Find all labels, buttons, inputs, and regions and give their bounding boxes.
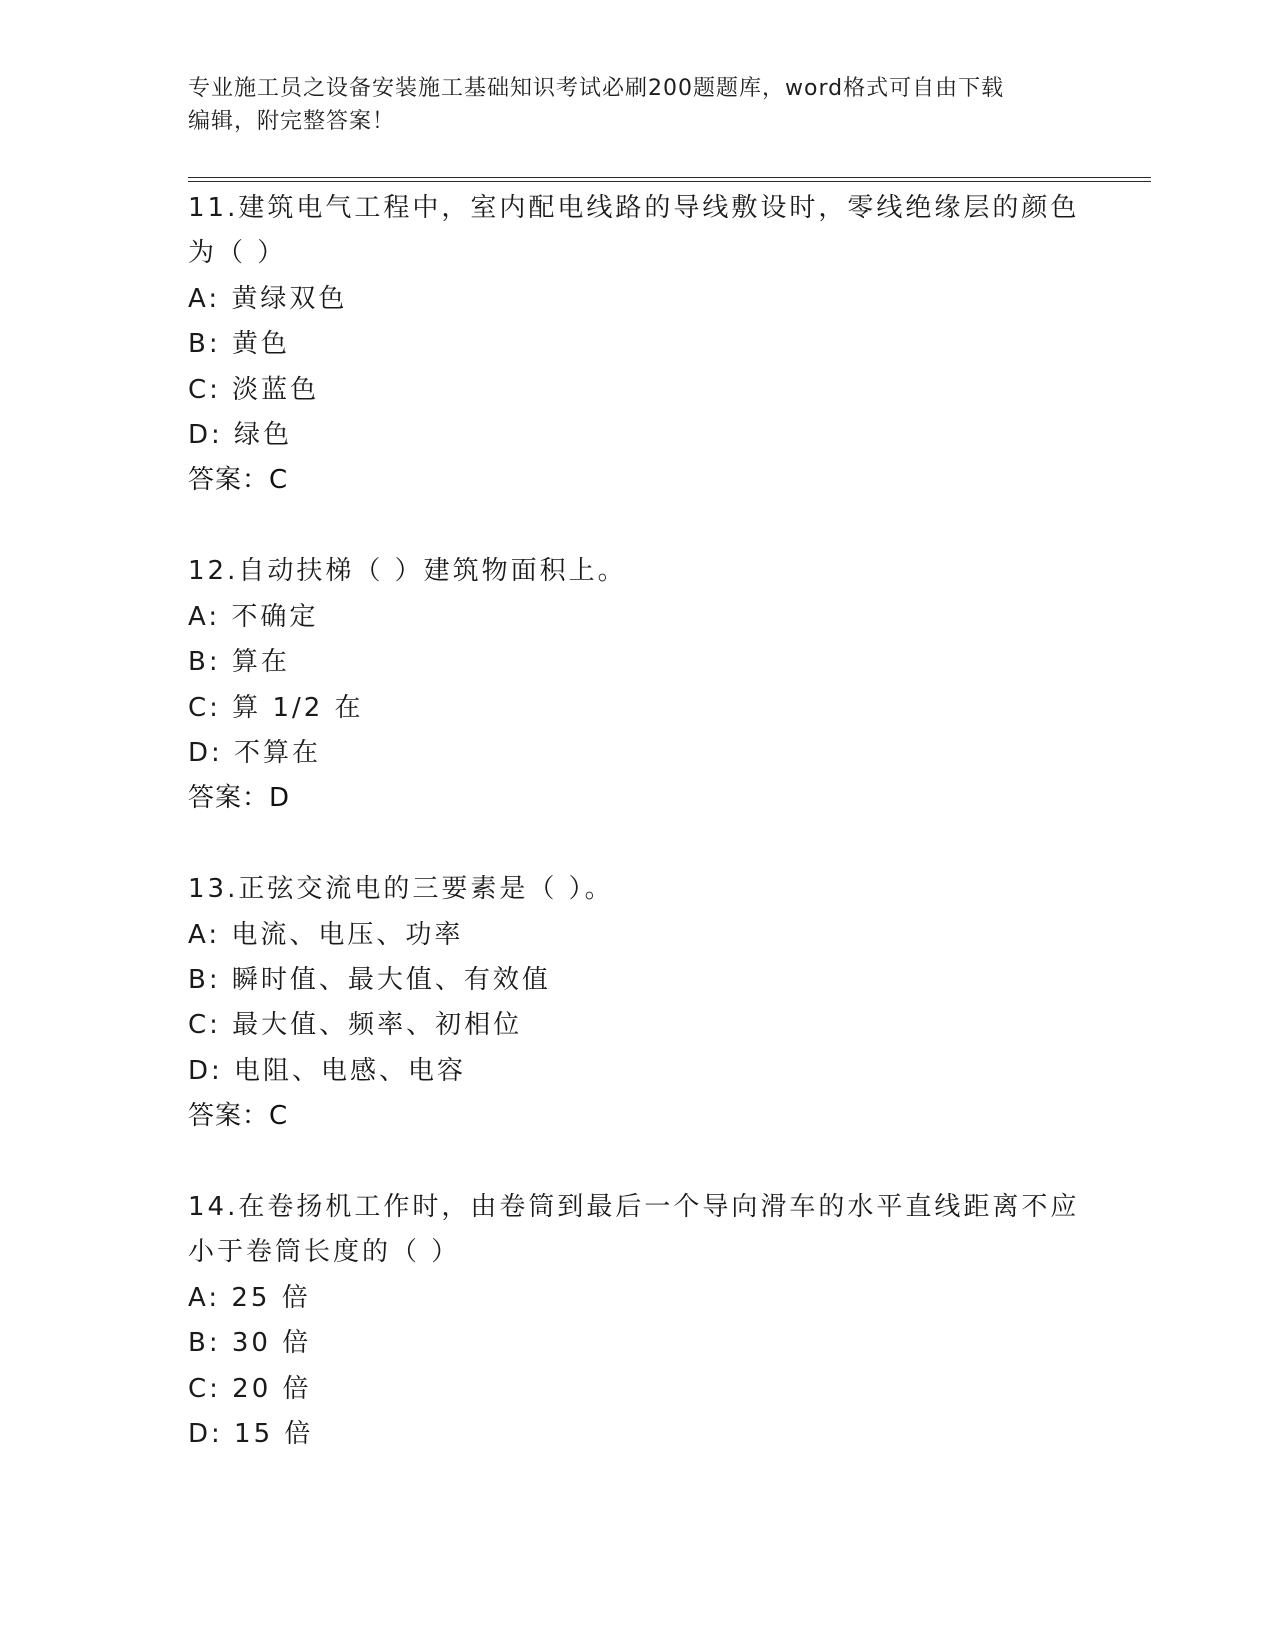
question-12-option-d: D: 不算在 <box>188 738 322 768</box>
question-12-answer: 答案：D <box>188 783 291 813</box>
question-11-stem-line-1: 11.建筑电气工程中，室内配电线路的导线敷设时，零线绝缘层的颜色 <box>188 193 1080 223</box>
header-divider-top <box>188 177 1151 178</box>
question-13-option-b: B: 瞬时值、最大值、有效值 <box>188 965 551 995</box>
question-11-option-c: C: 淡蓝色 <box>188 375 320 405</box>
question-14-stem-line-2: 小于卷筒长度的（ ） <box>188 1237 461 1267</box>
question-14-option-b: B: 30 倍 <box>188 1328 312 1358</box>
question-14-stem-line-1: 14.在卷扬机工作时，由卷筒到最后一个导向滑车的水平直线距离不应 <box>188 1192 1080 1222</box>
question-14-option-c: C: 20 倍 <box>188 1374 312 1404</box>
question-14-option-a: A: 25 倍 <box>188 1283 311 1313</box>
question-11-stem-line-2: 为（ ） <box>188 238 287 268</box>
question-12-stem-line-1: 12.自动扶梯（ ）建筑物面积上。 <box>188 556 627 586</box>
question-13-stem-line-1: 13.正弦交流电的三要素是（ ）。 <box>188 874 614 904</box>
question-12-option-c: C: 算 1/2 在 <box>188 693 364 723</box>
question-11-answer: 答案：C <box>188 465 289 495</box>
header-line-1: 专业施工员之设备安装施工基础知识考试必刷200题题库，word格式可自由下载 <box>188 76 1005 101</box>
question-13-option-c: C: 最大值、频率、初相位 <box>188 1010 523 1040</box>
question-11-option-b: B: 黄色 <box>188 329 290 359</box>
document-header <box>188 72 1088 138</box>
question-11-option-d: D: 绿色 <box>188 420 293 450</box>
question-13-answer: 答案：C <box>188 1101 289 1131</box>
question-13-option-d: D: 电阻、电感、电容 <box>188 1056 467 1086</box>
question-12-option-a: A: 不确定 <box>188 602 319 632</box>
question-14-option-d: D: 15 倍 <box>188 1419 314 1449</box>
question-13-option-a: A: 电流、电压、功率 <box>188 920 464 950</box>
header-line-2: 编辑，附完整答案！ <box>188 109 396 134</box>
header-divider-bottom <box>188 181 1151 182</box>
question-11-option-a: A: 黄绿双色 <box>188 284 348 314</box>
question-12-option-b: B: 算在 <box>188 647 290 677</box>
